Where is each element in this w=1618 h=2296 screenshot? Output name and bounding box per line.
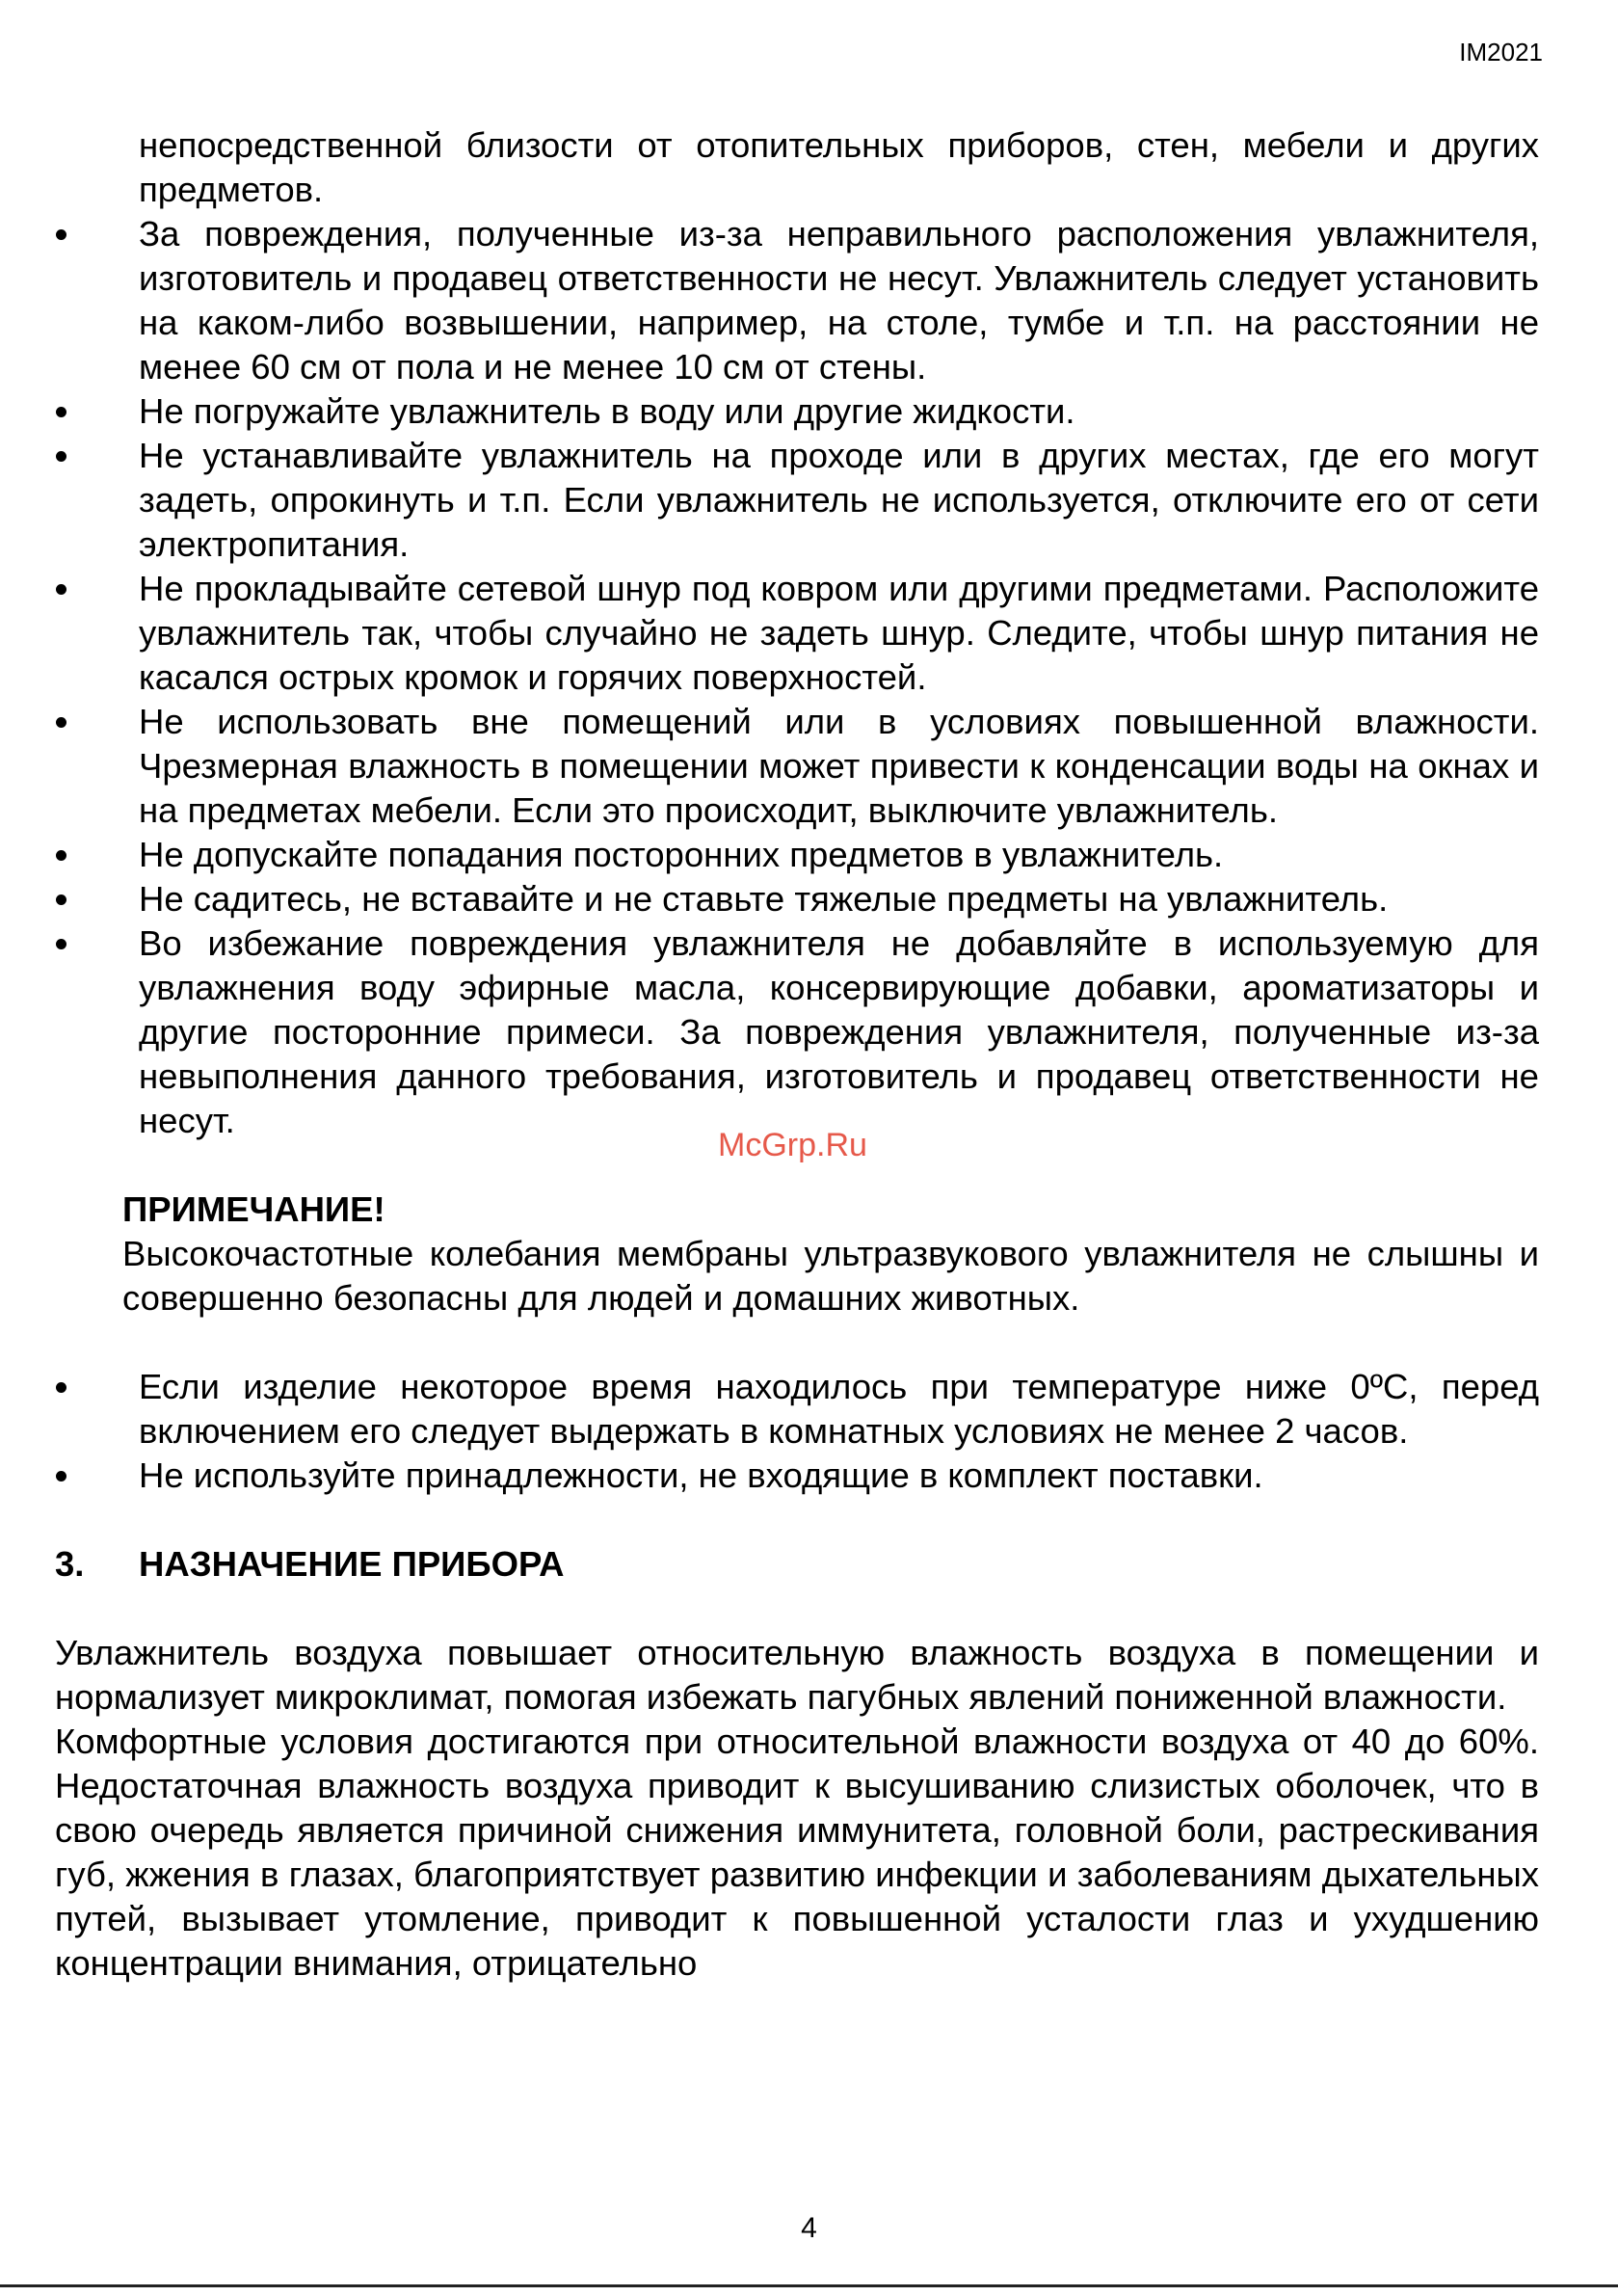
section-paragraph: Увлажнитель воздуха повышает относительную влажность воздуха в помещении и нормализует микроклимат, помогая избежать пагубных явлений пониженной влажности.	[55, 1633, 1539, 1717]
bullet-list-additional	[55, 1365, 1539, 1498]
bullet-icon	[56, 850, 66, 861]
bullet-text: Не использовать вне помещений или в условиях повышенной влажности. Чрезмерная влажность в помещении может привести к конденсации воды на окнах и на предметах мебели. Если это происходит, выключите увлажнитель.	[139, 702, 1539, 830]
page-number: 4	[801, 2212, 817, 2244]
bullet-text: За повреждения, полученные из-за неправильного расположения увлажнителя, изготовитель и продавец ответственности не несут. Увлажнитель следует установить на каком-либо возвышении, например, на столе, тумбе и т.п. на расстоянии не менее 60 см от пола и не менее 10 см от стены.	[139, 214, 1539, 387]
section-title: НАЗНАЧЕНИЕ ПРИБОРА	[139, 1544, 565, 1584]
bullet-list-safety	[55, 212, 1539, 1143]
note-block	[122, 1188, 1539, 1321]
list-item	[55, 212, 1539, 389]
section-heading	[55, 1542, 1539, 1587]
list-item	[55, 567, 1539, 700]
bullet-text: Не допускайте попадания посторонних предметов в увлажнитель.	[139, 835, 1224, 874]
bullet-icon	[56, 939, 66, 949]
page-content	[55, 123, 1539, 1986]
bullet-text: Если изделие некоторое время находилось при температуре ниже 0ºС, перед включением его следует выдержать в комнатных условиях не менее 2 часов.	[139, 1367, 1539, 1451]
bullet-icon	[56, 407, 66, 417]
bullet-icon	[56, 1382, 66, 1393]
list-item	[55, 389, 1539, 434]
bullet-icon	[56, 229, 66, 240]
spacer	[55, 1321, 1539, 1365]
bullet-text: Не прокладывайте сетевой шнур под ковром или другими предметами. Расположите увлажнитель так, чтобы случайно не задеть шнур. Следите, чтобы шнур питания не касался острых кромок и горячих поверхностей.	[139, 569, 1539, 697]
bullet-icon	[56, 1471, 66, 1482]
list-item	[55, 833, 1539, 877]
watermark: McGrp.Ru	[718, 1127, 867, 1163]
bullet-icon	[56, 894, 66, 905]
bullet-icon	[56, 451, 66, 462]
section-paragraph: Комфортные условия достигаются при относительной влажности воздуха от 40 до 60%. Недостаточная влажность воздуха приводит к высушиванию слизистых оболочек, что в свою очередь является причиной снижения иммунитета, головной боли, растрескивания губ, жжения в глазах, благоприятствует развитию инфекции и заболеваниям дыхательных путей, вызывает утомление, приводит к повышенной усталости глаз и ухудшению концентрации внимания, отрицательно	[55, 1722, 1539, 1983]
note-text: Высокочастотные колебания мембраны ультразвукового увлажнителя не слышны и совершенно безопасны для людей и домашних животных.	[122, 1234, 1539, 1318]
bullet-text: Не садитесь, не вставайте и не ставьте тяжелые предметы на увлажнитель.	[139, 879, 1389, 919]
list-item	[55, 434, 1539, 567]
document-code: IM2021	[1459, 38, 1543, 67]
list-item	[55, 1454, 1539, 1498]
note-heading: ПРИМЕЧАНИЕ!	[122, 1189, 385, 1229]
section-number: 3.	[55, 1544, 85, 1584]
list-item	[55, 700, 1539, 833]
bullet-icon	[56, 584, 66, 595]
list-item	[55, 877, 1539, 921]
intro-continuation: непосредственной близости от отопительных приборов, стен, мебели и других предметов.	[139, 125, 1539, 209]
bottom-rule	[0, 2284, 1618, 2287]
bullet-icon	[56, 717, 66, 728]
bullet-text: Не погружайте увлажнитель в воду или другие жидкости.	[139, 391, 1075, 431]
bullet-text: Не используйте принадлежности, не входящие в комплект поставки.	[139, 1455, 1263, 1495]
bullet-text: Не устанавливайте увлажнитель на проходе или в других местах, где его могут задеть, опрокинуть и т.п. Если увлажнитель не используется, отключите его от сети электропитания.	[139, 436, 1539, 564]
bullet-text: Во избежание повреждения увлажнителя не добавляйте в используемую для увлажнения воду эфирные масла, консервирующие добавки, ароматизаторы и другие посторонние примеси. За повреждения увлажнителя, полученные из-за невыполнения данного требования, изготовитель и продавец ответственности не несут.	[139, 923, 1539, 1140]
list-item	[55, 1365, 1539, 1454]
list-item	[55, 921, 1539, 1143]
